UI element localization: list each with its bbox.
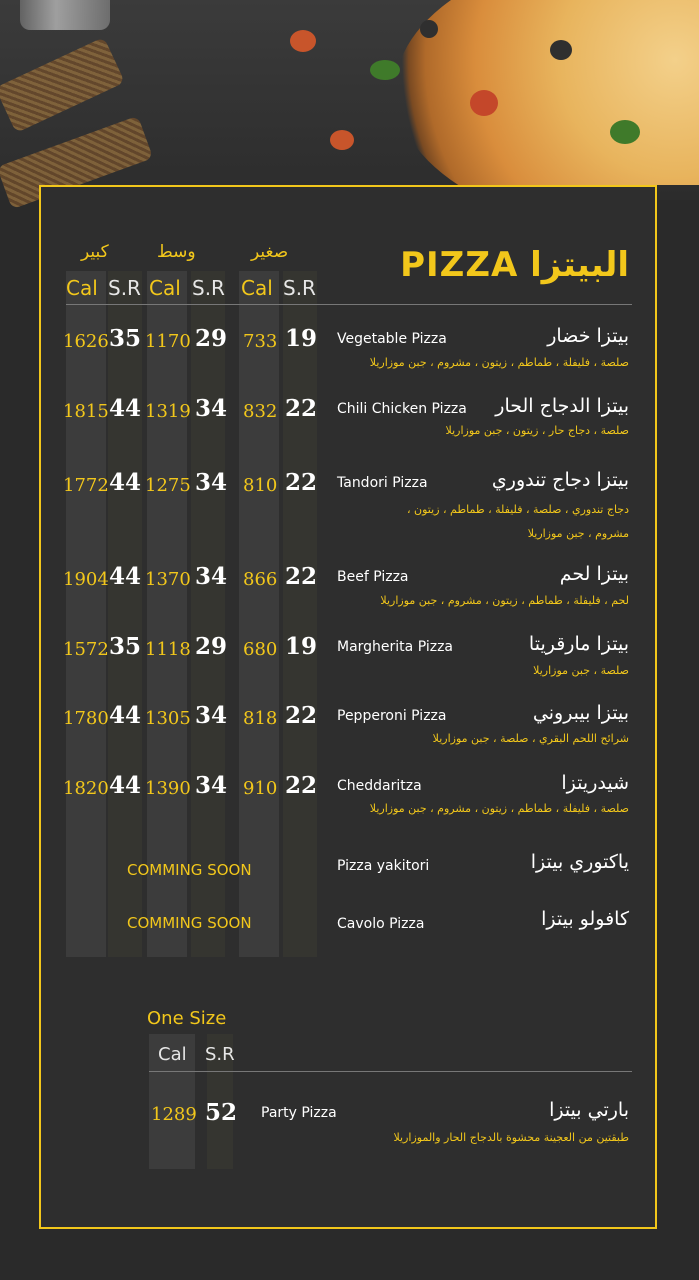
large-price: 35 [109,633,142,660]
large-price: 44 [109,395,142,422]
medium-price: 34 [195,702,228,729]
item-description: صلصة ، فليفلة ، طماطم ، زيتون ، مشروم ، جبن موزاريلا [369,802,629,815]
medium-price: 34 [195,563,228,590]
item-name-en: Pizza yakitori [337,858,430,874]
column-large-cal [66,271,106,957]
column-medium-sr [191,271,228,957]
small-cal: 866 [243,569,278,590]
item-description: شرائح اللحم البقري ، صلصة ، جبن موزاريلا [432,732,629,745]
item-name-en: Pepperoni Pizza [337,708,447,724]
header-small-cal: Cal [241,276,273,300]
large-cal: 1780 [63,708,109,729]
coming-soon-label: COMMING SOON [127,861,252,879]
one-size-cal: 1289 [151,1104,197,1125]
one-size-label: One Size [147,1008,227,1029]
large-cal: 1572 [63,639,109,660]
medium-price: 29 [195,325,228,352]
medium-cal: 1275 [145,475,191,496]
small-cal: 818 [243,708,278,729]
small-cal: 910 [243,778,278,799]
medium-price: 34 [195,395,228,422]
item-description: لحم ، فليفلة ، طماطم ، زيتون ، مشروم ، جبن موزاريلا [380,594,629,607]
small-price: 19 [285,633,318,660]
medium-cal: 1370 [145,569,191,590]
menu-title: البيتزا PIZZA [400,245,629,285]
large-cal: 1904 [63,569,109,590]
item-name-en: Vegetable Pizza [337,331,447,347]
medium-cal: 1170 [145,331,191,352]
item-name-ar: بيتزا الدجاج الحار [495,395,629,417]
size-medium-label: وسط [157,242,196,262]
item-description: دجاج تندوري ، صلصة ، فليفلة ، طماطم ، زيتون ، [407,503,629,516]
medium-price: 29 [195,633,228,660]
large-price: 44 [109,469,142,496]
medium-price: 34 [195,469,228,496]
medium-cal: 1305 [145,708,191,729]
item-name-en: Party Pizza [261,1105,337,1121]
medium-price: 34 [195,772,228,799]
item-description: صلصة ، فليفلة ، طماطم ، زيتون ، مشروم ، جبن موزاريلا [369,356,629,369]
item-name-ar: بيتزا مارقريتا [528,633,629,655]
one-size-divider [149,1071,632,1072]
small-cal: 680 [243,639,278,660]
medium-cal: 1390 [145,778,191,799]
header-large-sr: S.R [108,276,141,300]
small-price: 22 [285,702,318,729]
item-name-ar: بارتي بيتزا [549,1099,629,1121]
item-name-en: Beef Pizza [337,569,409,585]
item-name-ar: بيتزا لحم [559,563,629,585]
column-small-cal [239,271,279,957]
coming-soon-label: COMMING SOON [127,914,252,932]
small-cal: 832 [243,401,278,422]
size-large-label: كبير [81,242,109,262]
item-description: طبقتين من العجينة محشوة بالدجاج الحار والموزاريلا [393,1131,629,1144]
item-description-line2: مشروم ، جبن موزاريلا [527,527,629,540]
header-one-size-sr: S.R [205,1044,235,1065]
small-price: 22 [285,772,318,799]
item-name-en: Cheddaritza [337,778,422,794]
large-price: 44 [109,563,142,590]
pizza-image [210,0,699,185]
spice-jar [0,37,125,133]
header-large-cal: Cal [66,276,98,300]
large-cal: 1772 [63,475,109,496]
large-price: 44 [109,772,142,799]
medium-cal: 1319 [145,401,191,422]
small-price: 19 [285,325,318,352]
large-cal: 1820 [63,778,109,799]
item-name-en: Margherita Pizza [337,639,454,655]
large-price: 35 [109,325,142,352]
item-name-en: Chili Chicken Pizza [337,401,467,417]
small-price: 22 [285,563,318,590]
header-photo [0,0,699,200]
one-size-price: 52 [205,1099,238,1126]
column-large-sr [108,271,142,957]
item-name-ar: بيتزا خضار [547,325,629,347]
item-name-ar: بيتزا بيبروني [532,702,629,724]
item-name-ar: بيتزا دجاج تندوري [491,469,629,491]
small-cal: 810 [243,475,278,496]
header-one-size-cal: Cal [158,1044,187,1065]
item-name-en: Cavolo Pizza [337,916,425,932]
medium-cal: 1118 [145,639,191,660]
item-description: صلصة ، دجاج حار ، زيتون ، جبن موزاريلا [445,424,629,437]
header-medium-sr: S.R [192,276,225,300]
item-name-ar: ياكتوري بيتزا [530,851,629,873]
small-price: 22 [285,395,318,422]
item-name-en: Tandori Pizza [337,475,428,491]
header-small-sr: S.R [283,276,316,300]
column-medium-cal [147,271,187,957]
large-price: 44 [109,702,142,729]
item-name-ar: كافولو بيتزا [541,908,629,930]
header-medium-cal: Cal [149,276,181,300]
small-cal: 733 [243,331,278,352]
large-cal: 1626 [63,331,109,352]
column-small-sr [283,271,317,957]
salt-shaker [20,0,110,30]
header-divider [66,304,632,305]
size-small-label: صغير [251,242,289,262]
menu-board [39,185,657,1229]
item-name-ar: شيدريتزا [561,772,629,794]
large-cal: 1815 [63,401,109,422]
item-description: صلصة ، جبن موزاريلا [533,664,629,677]
small-price: 22 [285,469,318,496]
